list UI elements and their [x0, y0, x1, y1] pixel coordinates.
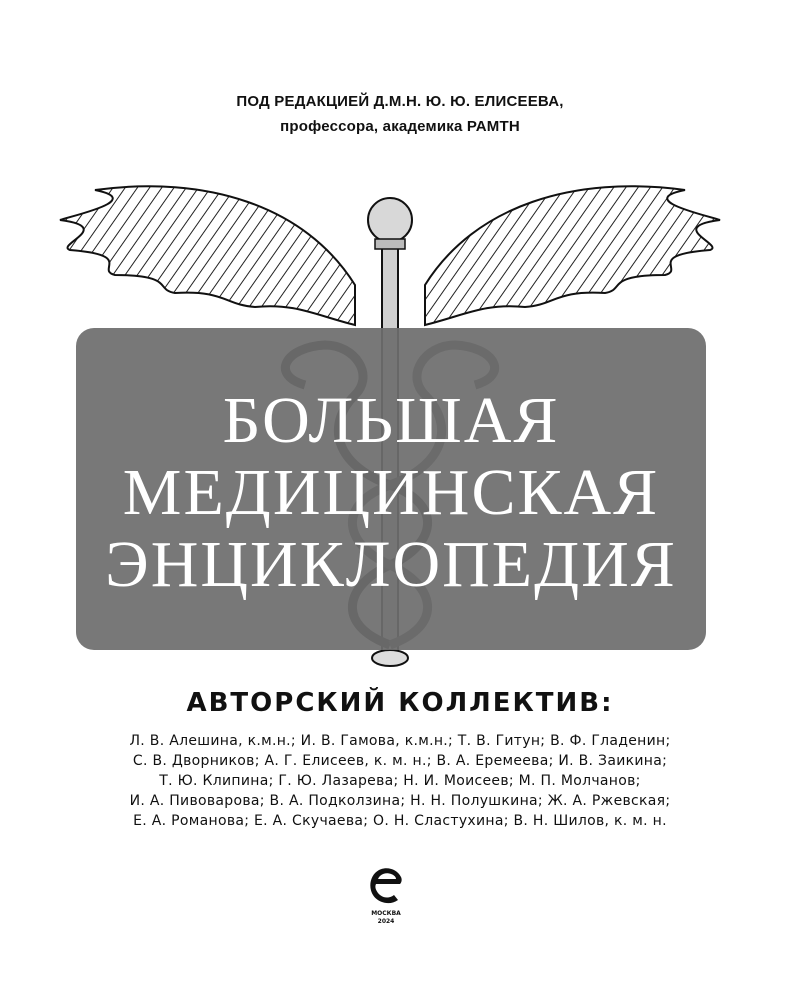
eksmo-logo-icon [367, 865, 405, 907]
authors-line: С. В. Дворников; А. Г. Елисеев, к. м. н.; В. А. Еремеева; И. В. Заикина; [132, 753, 668, 769]
authors-line: И. А. Пивоварова; В. А. Подколзина; Н. Н. Полушкина; Ж. А. Ржевская; [129, 793, 671, 809]
authors-line: Т. Ю. Клипина; Г. Ю. Лазарева; Н. И. Моисеев; М. П. Молчанов; [159, 773, 641, 789]
publisher-year: 2024 [377, 918, 395, 925]
title-line-2: МЕДИЦИНСКАЯ [122, 456, 660, 529]
title-line-1: БОЛЬШАЯ [222, 384, 560, 457]
editor-line: ПОД РЕДАКЦИЕЙ Д.М.Н. Ю. Ю. ЕЛИСЕЕВА, [236, 93, 564, 110]
editor-credentials: профессора, академика РАМТН [280, 118, 520, 135]
title-banner [76, 328, 706, 650]
publisher-city: МОСКВА [371, 910, 401, 917]
authors-line: Л. В. Алешина, к.м.н.; И. В. Гамова, к.м.н.; Т. В. Гитун; В. Ф. Гладенин; [129, 733, 671, 749]
authors-line: Е. А. Романова; Е. А. Скучаева; О. Н. Сластухина; В. Н. Шилов, к. м. н. [133, 813, 667, 829]
title-line-3: ЭНЦИКЛОПЕДИЯ [105, 528, 677, 601]
authors-heading: АВТОРСКИЙ КОЛЛЕКТИВ: [186, 688, 614, 718]
